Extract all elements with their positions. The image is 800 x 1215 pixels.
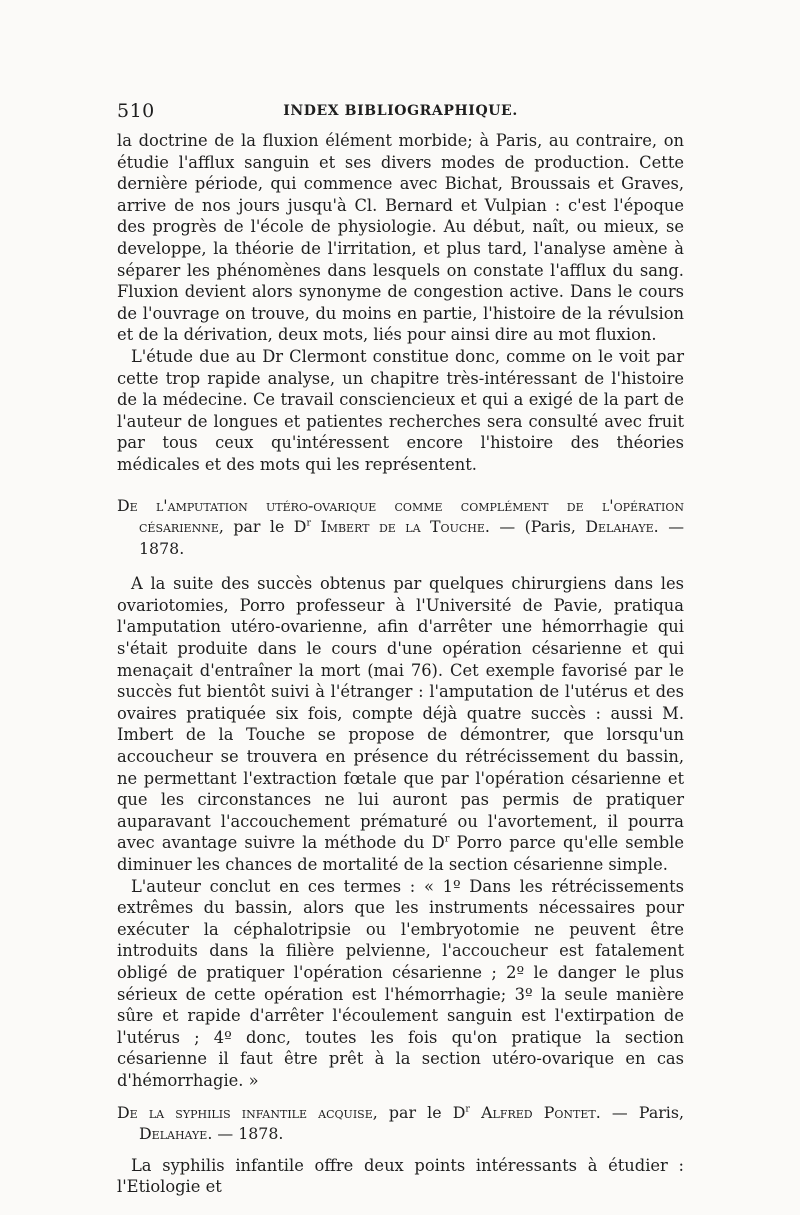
citation-publisher: Delahaye.	[139, 1124, 213, 1144]
citation-title: De l'amputation utéro-ovarique comme complément de l'opération césarienne,	[117, 495, 684, 537]
citation-by: par le D	[223, 517, 307, 537]
paragraph-porro-method	[117, 573, 684, 875]
citation-publisher: Delahaye.	[585, 517, 659, 537]
citation-pontet	[117, 1102, 684, 1145]
running-head: INDEX BIBLIOGRAPHIQUE.	[283, 103, 518, 119]
paragraph-clermont-study: L'étude due au Dr Clermont constitue donc, comme on le voit par cette trop rapide analyse, un chapitre très-intéressant de l'histoire de la médecine. Ce travail consciencieux et qui a exigé de la part de l'auteur de longues et patientes recherches sera consulté avec fruit par tous ceux qu'intéressent encore l'histoire des théories médicales et des mots qui les représentent.	[117, 346, 684, 474]
citation-imbert	[117, 495, 684, 560]
citation-title: De la syphilis infantile acquise,	[117, 1102, 378, 1122]
citation-year: — 1878.	[139, 517, 684, 558]
paragraph-author-conclusion: L'auteur conclut en ces termes : « 1º Dans les rétrécissements extrêmes du bassin, alors que les instruments nécessaires pour exécuter la céphalotripsie ou l'embryotomie ne peuvent être introduits dans la filière pelvienne, l'accoucheur est fatalement obligé de pratiquer l'opération césarienne ; 2º le danger le plus sérieux de cette opération est l'hémorrhagie; 3º la seule manière sûre et rapide d'arrêter l'écoulement sanguin est l'extirpation de l'utérus ; 4º donc, toutes les fois qu'on pratique la section césarienne il faut être prêt à la section utéro-ovarique en cas d'hémorrhagie. »	[117, 876, 684, 1090]
paragraph-porro-text-b: Porro parce qu'elle semble diminuer les chances de mortalité de la section césarienne simple.	[117, 833, 684, 874]
citation-author: Alfred Pontet.	[469, 1102, 601, 1122]
citation-dash: — Paris,	[600, 1102, 684, 1122]
paragraph-porro-text-a: A la suite des succès obtenus par quelques chirurgiens dans les ovariotomies, Porro professeur à l'Université de Pavie, pratiqua l'amputation utéro-ovarienne, afin d'arrêter une hémorrhagie qui s'était produite dans le cours d'une opération césarienne et qui menaçait d'entraîner la mort (mai 76). Cet exemple favorisé par le succès fut bientôt suivi à l'étranger : l'amputation de l'utérus et des ovaires pratiquée six fois, compte déjà quatre succès : aussi M. Imbert de la Touche se propose de démontrer, que lorsqu'un accoucheur se trouvera en présence du rétrécissement du bassin, ne permettant l'extraction fœtale que par l'opération césarienne et que les circonstances ne lui auront pas permis de pratiquer auparavant l'accouchement prématuré ou l'avortement, il pourra avec avantage suivre la méthode du D	[117, 574, 684, 853]
page-number: 510	[117, 100, 155, 122]
citation-sup: r	[306, 517, 311, 529]
citation-author: Imbert de la Touche.	[310, 517, 490, 537]
paragraph-syphilis-intro: La syphilis infantile offre deux points intéressants à étudier : l'Etiologie et	[117, 1155, 684, 1197]
citation-dash: — (Paris,	[489, 517, 586, 537]
page-header	[117, 100, 684, 124]
paragraph-fluxion-history: la doctrine de la fluxion élément morbide; à Paris, au contraire, on étudie l'afflux sanguin et ses divers modes de production. Cette dernière période, qui commence avec Bichat, Broussais et Graves, arrive de nos jours jusqu'à Cl. Bernard et Vulpian : c'est l'époque des progrès de l'école de physiologie. Au début, naît, ou mieux, se developpe, la théorie de l'irritation, et plus tard, l'analyse amène à séparer les phénomènes dans lesquels on constate l'afflux du sang. Fluxion devient alors synonyme de congestion active. Dans le cours de l'ouvrage on trouve, du moins en partie, l'histoire de la révulsion et de la dérivation, deux mots, liés pour ainsi dire au mot fluxion.	[117, 131, 684, 345]
body-text	[117, 130, 684, 1198]
citation-sup: r	[465, 1103, 470, 1115]
paragraph-porro-sup: r	[444, 833, 450, 845]
citation-year: — 1878.	[212, 1124, 284, 1144]
citation-by: par le D	[377, 1102, 466, 1122]
